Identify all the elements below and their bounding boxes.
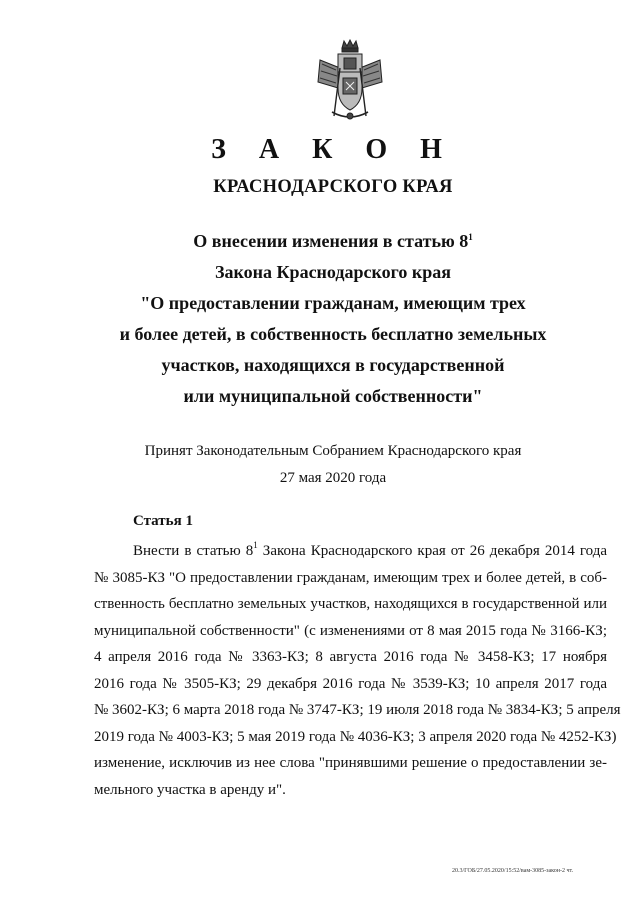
adoption-note: [0, 438, 640, 492]
article-title: Статья 1: [133, 513, 193, 529]
article-line: ственность бесплатно земельных участков, находящихся в государственной или: [94, 596, 607, 612]
article-line: муниципальной собственности" (с изменениями от 8 мая 2015 года № 3166-КЗ;: [94, 622, 607, 639]
article-line: мельного участка в аренду и".: [94, 781, 286, 798]
document-footer-code: 20.3/ГОБ/27.05.2020/15:52/вам-3085-закон-2 чт.: [452, 868, 574, 874]
adoption-body: Принят Законодательным Собранием Краснодарского края: [144, 443, 522, 459]
coat-of-arms-emblem: [314, 38, 386, 124]
law-heading: [0, 226, 640, 412]
article-line: 4 апреля 2016 года № 3363-КЗ; 8 августа 2016 года № 3458-КЗ; 17 ноября: [94, 649, 607, 665]
region-subtitle: КРАСНОДАРСКОГО КРАЯ: [213, 177, 453, 197]
heading-line: О внесении изменения в статью $8^1$: [193, 231, 473, 251]
heading-line: участков, находящихся в государственной: [161, 355, 505, 375]
article-line: 2019 года № 4003-КЗ; 5 мая 2019 года № 4036-КЗ; 3 апреля 2020 года № 4252-КЗ): [94, 728, 617, 745]
document-type-title: З А К О Н: [211, 134, 455, 165]
article-line: № 3085-КЗ "О предоставлении гражданам, имеющим трех и более детей, в соб-: [94, 569, 607, 586]
article-line: Внести в статью $8^1$ Закона Краснодарского края от 26 декабря 2014 года: [133, 540, 607, 559]
article-line: изменение, исключив из нее слова "принявшими решение о предоставлении зе-: [94, 755, 607, 771]
heading-line: и более детей, в собственность бесплатно земельных: [119, 324, 547, 344]
article-body: [94, 538, 621, 803]
heading-line: или муниципальной собственности": [183, 386, 483, 406]
article-line: 2016 года № 3505-КЗ; 29 декабря 2016 года № 3539-КЗ; 10 апреля 2017 года: [94, 675, 607, 692]
heading-line: Закона Краснодарского края: [215, 262, 451, 282]
article-line: № 3602-КЗ; 6 марта 2018 года № 3747-КЗ; 19 июля 2018 года № 3834-КЗ; 5 апреля: [94, 702, 621, 718]
adoption-date: 27 мая 2020 года: [279, 470, 387, 486]
heading-line: "О предоставлении гражданам, имеющим трех: [140, 293, 526, 313]
